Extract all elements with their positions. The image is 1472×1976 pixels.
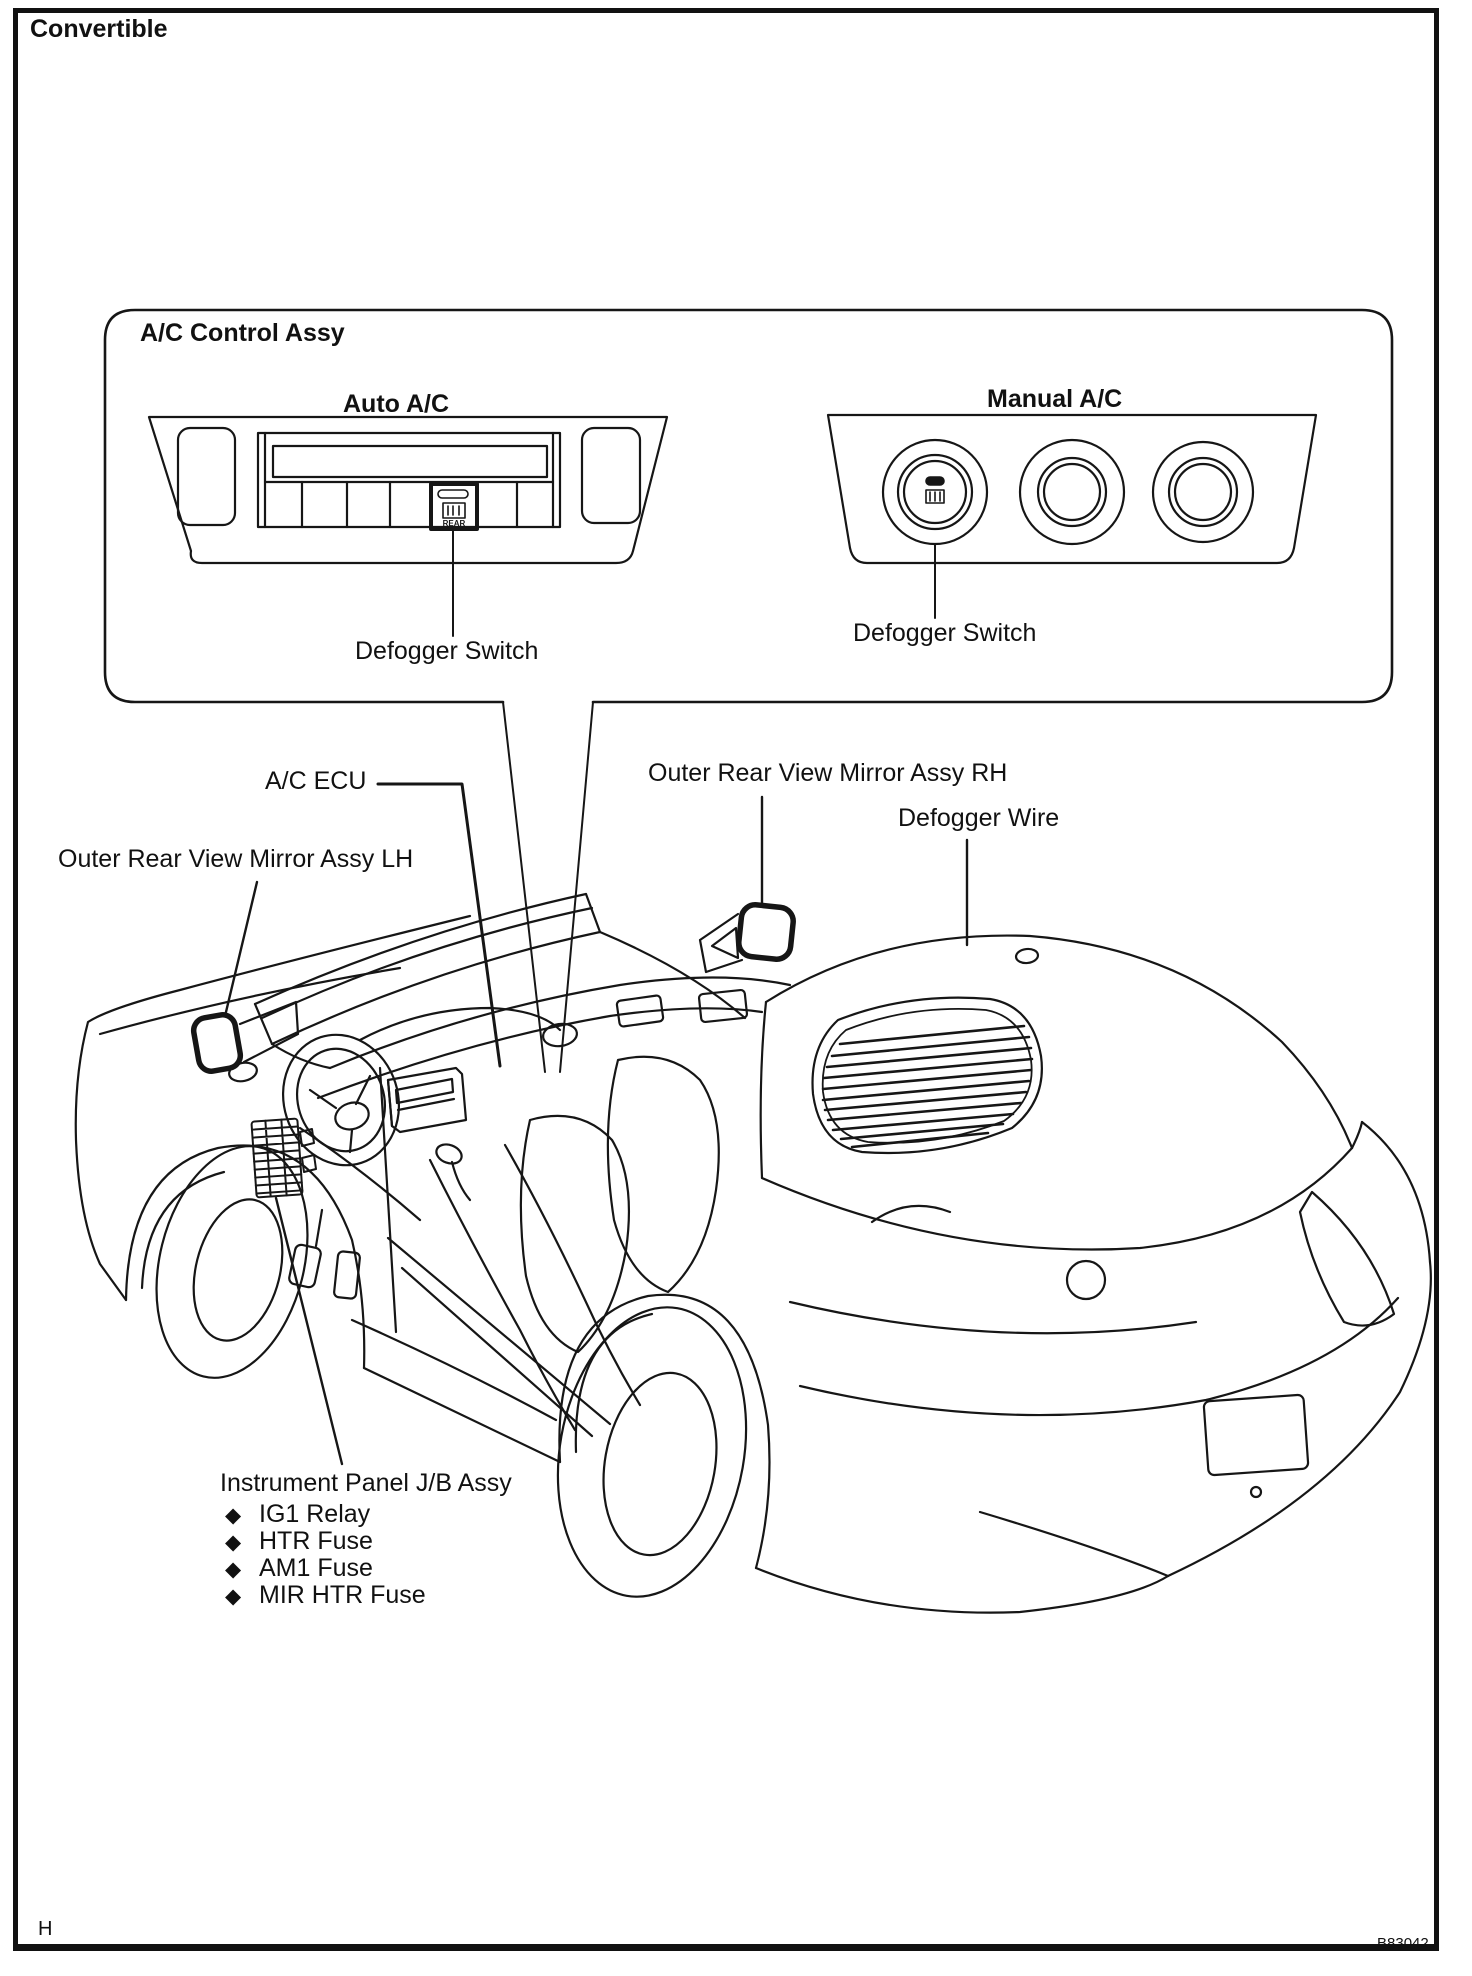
list-item xyxy=(225,1500,426,1527)
ac-ecu-label: A/C ECU xyxy=(265,767,367,795)
diamond-bullet-icon: ◆ xyxy=(225,1531,242,1554)
jb-assy-title: Instrument Panel J/B Assy xyxy=(220,1469,512,1497)
control-box-title: A/C Control Assy xyxy=(140,319,345,347)
figure-id: B83042 xyxy=(1377,1935,1429,1952)
trunk-and-bumper xyxy=(756,1122,1431,1613)
mirror-rh-drawing xyxy=(700,903,795,972)
license-plate xyxy=(1204,1395,1309,1476)
defogger-switch-callout-manual: Defogger Switch xyxy=(853,619,1037,647)
leader-jb-assy xyxy=(276,1198,342,1464)
knob-3 xyxy=(1153,442,1253,542)
diamond-bullet-icon: ◆ xyxy=(225,1558,242,1581)
defogger-switch-callout-auto: Defogger Switch xyxy=(355,637,539,665)
mirror-rh-label: Outer Rear View Mirror Assy RH xyxy=(648,759,1008,787)
jb-item-label: HTR Fuse xyxy=(259,1527,373,1555)
knob-2 xyxy=(1020,440,1124,544)
console-and-seats xyxy=(300,1057,719,1436)
page-letter: H xyxy=(38,1918,53,1940)
jb-item-label: AM1 Fuse xyxy=(259,1554,373,1582)
defogger-wire-lines xyxy=(823,1026,1032,1147)
rear-deck-tonneau xyxy=(761,936,1352,1250)
rear-defogger-icon xyxy=(438,490,468,518)
rear-window-defogger-grid xyxy=(813,998,1042,1153)
rear-defogger-icon xyxy=(926,477,944,503)
dashboard-drawing xyxy=(227,932,1038,1299)
jb-assy-list xyxy=(225,1500,426,1608)
defogger-knob xyxy=(883,440,987,544)
defogger-button-caption: REAR xyxy=(442,519,466,528)
list-item xyxy=(225,1554,426,1581)
diamond-bullet-icon: ◆ xyxy=(225,1585,242,1608)
auto-ac-label: Auto A/C xyxy=(343,390,449,418)
front-fender-and-wheel xyxy=(76,916,470,1394)
funnel-right-line xyxy=(560,702,593,1072)
list-item xyxy=(225,1581,426,1608)
tail-light xyxy=(1300,1192,1394,1326)
leader-mirror-lh xyxy=(226,882,257,1012)
mirror-lh-label: Outer Rear View Mirror Assy LH xyxy=(58,845,414,873)
manual-ac-panel-drawing xyxy=(828,415,1316,618)
auto-ac-panel-drawing xyxy=(149,417,667,636)
jb-assy-drawing xyxy=(251,1118,316,1197)
diamond-bullet-icon: ◆ xyxy=(225,1504,242,1527)
emblem-circle xyxy=(1067,1261,1105,1299)
defogger-wire-label: Defogger Wire xyxy=(898,804,1060,832)
list-item xyxy=(225,1527,426,1554)
page-title: Convertible xyxy=(30,15,168,43)
jb-item-label: MIR HTR Fuse xyxy=(259,1581,426,1609)
jb-item-label: IG1 Relay xyxy=(259,1500,371,1528)
manual-ac-label: Manual A/C xyxy=(987,385,1123,413)
